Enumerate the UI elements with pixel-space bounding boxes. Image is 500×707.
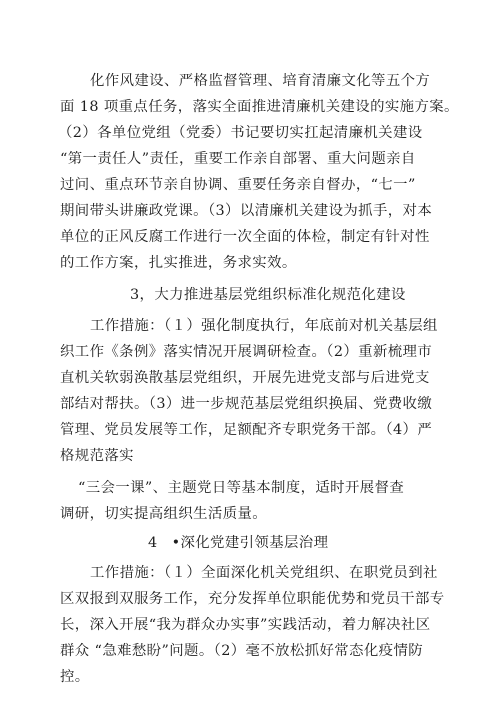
text-line: 单位的正风反腐工作进行一次全面的体检，制定有针对性: [60, 229, 430, 245]
text-line: 的工作方案，扎实推进，务求实效。: [60, 255, 297, 271]
section-title: •深化党建引领基层治理: [171, 535, 329, 551]
text-line: 过问、重点环节亲自协调、重要任务亲自督办，“七一”: [60, 177, 416, 193]
text-line: 管理、党员发展等工作，足额配齐专职党务干部。（4）严: [60, 422, 433, 438]
section-heading-4: [148, 533, 328, 553]
text-line: 直机关软弱涣散基层党组织，开展先进党支部与后进党支: [60, 370, 430, 386]
text-line: 控。: [60, 669, 90, 685]
text-line: 工作措施：（１）全面深化机关党组织、在职党员到社: [90, 565, 438, 581]
text-line: 区双报到双服务工作，充分发挥单位职能优势和党员干部专: [60, 591, 445, 607]
text-line: 群众 “急难愁盼”问题。（2）毫不放松抓好常态化疫情防: [60, 643, 424, 659]
text-line: 期间带头讲廉政党课。（3）以清廉机关建设为抓手，对本: [60, 203, 433, 219]
text-line: 工作措施：（１）强化制度执行，年底前对机关基层组: [90, 318, 438, 334]
text-line: 调研，切实提高组织生活质量。: [60, 506, 268, 522]
text-line: 长，深入开展“我为群众办实事”实践活动，着力解决社区: [60, 617, 431, 633]
text-line: “三会一课”、主题党日等基本制度，适时开展督查: [78, 480, 405, 496]
text-line: 织工作《条例》落实情况开展调研检查。（2）重新梳理市: [60, 344, 433, 360]
section-number: 4: [148, 535, 158, 551]
text-line: （2）各单位党组（党委）书记要切实扛起清廉机关建设: [58, 125, 423, 141]
text-line: 部结对帮扶。（3）进一步规范基层党组织换届、党费收缴: [60, 396, 433, 412]
text-line: “第一责任人”责任，重要工作亲自部署、重大问题亲自: [60, 151, 416, 167]
text-line: 面 18 项重点任务，落实全面推进清廉机关建设的实施方案。: [60, 99, 459, 115]
text-line: 化作风建设、严格监督管理、培育清廉文化等五个方: [90, 73, 431, 89]
section-heading-3: 3，大力推进基层党组织标准化规范化建设: [130, 287, 406, 303]
text-line: 格规范落实: [60, 448, 134, 464]
